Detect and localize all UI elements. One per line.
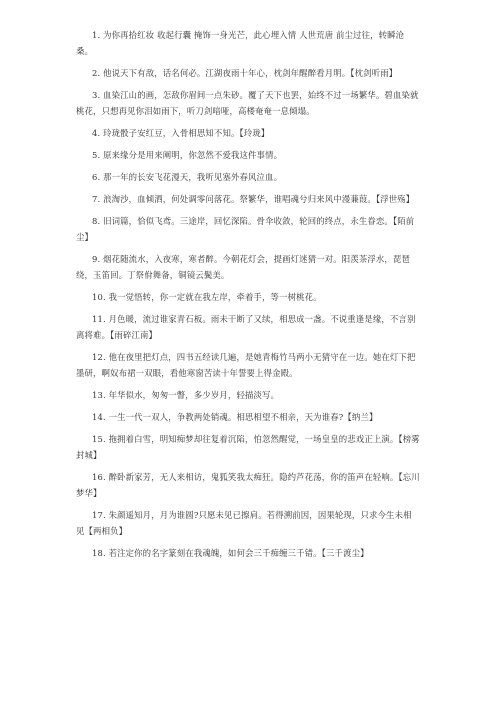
- list-item: 9. 烟花随流水，入夜寒，寒者醉。今朝花灯会，提画灯迷猜一对。阳羡茶浮水，琵琶绕，玉笛回。丁祭佾舞备，铜镜云鬓美。: [76, 254, 410, 280]
- list-item: 13. 年华似水，匆匆一瞥，多少岁月，轻描淡写。: [92, 390, 280, 400]
- list-item: 10. 我一觉悟转，你一定就在我左岸，牵着手，等一树桃花。: [92, 292, 322, 302]
- list-item: 17. 朱颜遥知月，月为谁圆?只愿未见已擦肩。若得溯前因，因果轮现，只求今生未相见【两相负】: [76, 510, 412, 536]
- list-item: 3. 血染江山的画，怎敌你眉间一点朱砂。覆了天下也罢，始终不过一场繁华。碧血染就桃花，只想再见你泪如雨下，听刀剑喑哑，高楼奄奄一息倾塌。: [76, 90, 419, 116]
- list-item: 11. 月色暖，流过谁家青石板。雨未干断了又续，相思成一盏。不说重逢是缘，不言别离将难。【雨碎江南】: [76, 314, 416, 340]
- list-item: 14. 一生一代一双人，争教两处销魂。相思相望不相亲，天为谁春?【纳兰】: [92, 412, 378, 422]
- list-item: 5. 原来缘分是用来阐明，你忽然不爱我这件事情。: [92, 150, 283, 160]
- list-item: 12. 他在夜里把灯点，四书五经读几遍，是她青梅竹马两小无猜守在一边。她在灯下把墨研，啊奴布裙一双眼，看他寒窗苦读十年誓要上得金殿。: [76, 352, 416, 378]
- list-item: 2. 他说天下有敌，话名何必。江湖夜雨十年心，枕剑年醒醉看月明。【枕剑听雨】: [92, 68, 398, 78]
- list-item: 6. 那一年的长安飞花漫天，我听见塞外春风泣血。: [92, 172, 283, 182]
- list-item: 7. 浪淘沙，血倾洒，何处调零问落花。祭繁华，谁唱魂兮归来风中漫蒹葭。【浮世殇】: [92, 194, 415, 204]
- list-item: 18. 若注定你的名字篆刻在我魂魄，如何会三千痴缠三千错。【三千渡尘】: [92, 548, 369, 558]
- list-item: 15. 拖拥着白雪，明知痴梦却往复着沉陷，怕忽然醒觉，一场皇皇的悲戏正上演。【榜雾封城】: [76, 434, 420, 460]
- list-item: 1. 为你再拾红妆 收起行囊 掩饰一身光芒，此心埋入情 人世荒唐 前尘过往，转瞬沧桑。: [76, 30, 405, 56]
- list-item: 4. 玲珑骰子安红豆，入骨相思知不知。【玲珑】: [92, 128, 270, 138]
- list-item: 16. 醉卧新家芳，无人来相访，鬼狐笑我太痴狂。隐约芦花荡，你的笛声在轻响。【忘川梦华】: [76, 472, 420, 498]
- list-item: 8. 旧词篇，恰似飞鸢。三途岸，回忆深陷。骨伞收敛，轮回的终点，永生眷恋。【陌前尘】: [76, 216, 415, 242]
